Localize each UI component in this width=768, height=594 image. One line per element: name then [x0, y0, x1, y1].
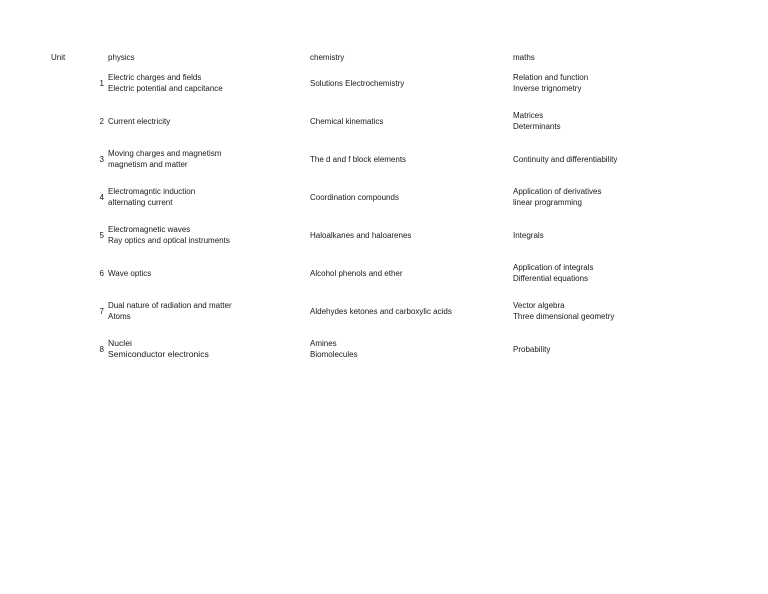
unit-number [86, 108, 104, 134]
chemistry-cell [310, 336, 358, 362]
maths-cell [513, 222, 544, 248]
physics-cell [108, 336, 209, 362]
chemistry-topic: The d and f block elements [310, 154, 407, 164]
physics-cell [108, 298, 232, 324]
header-unit: Unit [51, 53, 66, 62]
chemistry-topic: Biomolecules [310, 350, 358, 359]
unit-number [86, 336, 104, 362]
unit-number [86, 70, 104, 96]
maths-cell [513, 336, 550, 362]
chemistry-topic: Aldehydes ketones and carboxylic acids [310, 306, 452, 316]
maths-topic: Application of derivatives [513, 187, 602, 196]
chemistry-cell [310, 70, 404, 96]
maths-cell [513, 298, 614, 324]
maths-cell [513, 184, 602, 210]
physics-topic: Atoms [108, 312, 131, 321]
header-physics: physics [108, 53, 135, 62]
header-chemistry: chemistry [310, 53, 345, 62]
physics-topic: Electromagntic induction [108, 187, 196, 196]
unit-number [86, 260, 104, 286]
chemistry-topic: Chemical kinematics [310, 116, 384, 126]
chemistry-topic: Coordination compounds [310, 192, 399, 202]
maths-cell [513, 260, 594, 286]
unit-number-text: 3 [99, 154, 104, 164]
unit-number-text: 8 [99, 344, 104, 354]
physics-topic: Electromagnetic waves [108, 225, 191, 234]
maths-topic: Integrals [513, 230, 544, 240]
table-row [0, 184, 768, 210]
unit-number-text: 1 [99, 78, 104, 88]
maths-topic: Probability [513, 344, 551, 354]
physics-cell [108, 108, 170, 134]
unit-number [86, 298, 104, 324]
table-row [0, 222, 768, 248]
maths-topic: Determinants [513, 122, 561, 131]
unit-number-text: 6 [99, 268, 104, 278]
chemistry-topic: Haloalkanes and haloarenes [310, 230, 412, 240]
physics-cell [108, 222, 230, 248]
chemistry-cell [310, 222, 411, 248]
header-maths: maths [513, 53, 535, 62]
physics-topic: alternating current [108, 198, 173, 207]
maths-topic: Differential equations [513, 274, 589, 283]
physics-topic: Current electricity [108, 116, 171, 126]
physics-cell [108, 146, 221, 172]
table-row [0, 336, 768, 362]
maths-cell [513, 108, 561, 134]
chemistry-cell [310, 298, 452, 324]
maths-cell [513, 146, 617, 172]
physics-topic: magnetism and matter [108, 160, 188, 169]
chemistry-cell [310, 260, 403, 286]
physics-topic: Nuclei [108, 338, 132, 348]
maths-topic: Inverse trignometry [513, 84, 582, 93]
chemistry-cell [310, 146, 406, 172]
unit-number [86, 184, 104, 210]
physics-topic: Wave optics [108, 268, 152, 278]
table-row [0, 108, 768, 134]
physics-topic: Moving charges and magnetism [108, 149, 222, 158]
maths-topic: Relation and function [513, 73, 589, 82]
unit-number [86, 146, 104, 172]
maths-topic: Continuity and differentiability [513, 154, 618, 164]
table-row [0, 146, 768, 172]
chemistry-topic: Solutions Electrochemistry [310, 78, 405, 88]
unit-number-text: 7 [99, 306, 104, 316]
maths-topic: Application of integrals [513, 263, 594, 272]
maths-cell [513, 70, 588, 96]
maths-topic: Vector algebra [513, 301, 565, 310]
table-row [0, 70, 768, 96]
maths-topic: linear programming [513, 198, 582, 207]
physics-cell [108, 260, 151, 286]
unit-number-text: 2 [99, 116, 104, 126]
maths-topic: Matrices [513, 111, 544, 120]
physics-topic: Dual nature of radiation and matter [108, 301, 232, 310]
physics-topic: Semiconductor electronics [108, 349, 209, 359]
unit-number-text: 4 [99, 192, 104, 202]
physics-topic: Electric charges and fields [108, 73, 202, 82]
chemistry-topic: Alcohol phenols and ether [310, 268, 403, 278]
physics-topic: Ray optics and optical instruments [108, 236, 230, 245]
unit-number-text: 5 [99, 230, 104, 240]
header-row [0, 53, 768, 65]
physics-cell [108, 70, 223, 96]
chemistry-cell [310, 184, 399, 210]
table-row [0, 260, 768, 286]
physics-topic: Electric potential and capcitance [108, 84, 223, 93]
physics-cell [108, 184, 195, 210]
chemistry-cell [310, 108, 383, 134]
table-row [0, 298, 768, 324]
chemistry-topic: Amines [310, 339, 337, 348]
unit-number [86, 222, 104, 248]
maths-topic: Three dimensional geometry [513, 312, 615, 321]
